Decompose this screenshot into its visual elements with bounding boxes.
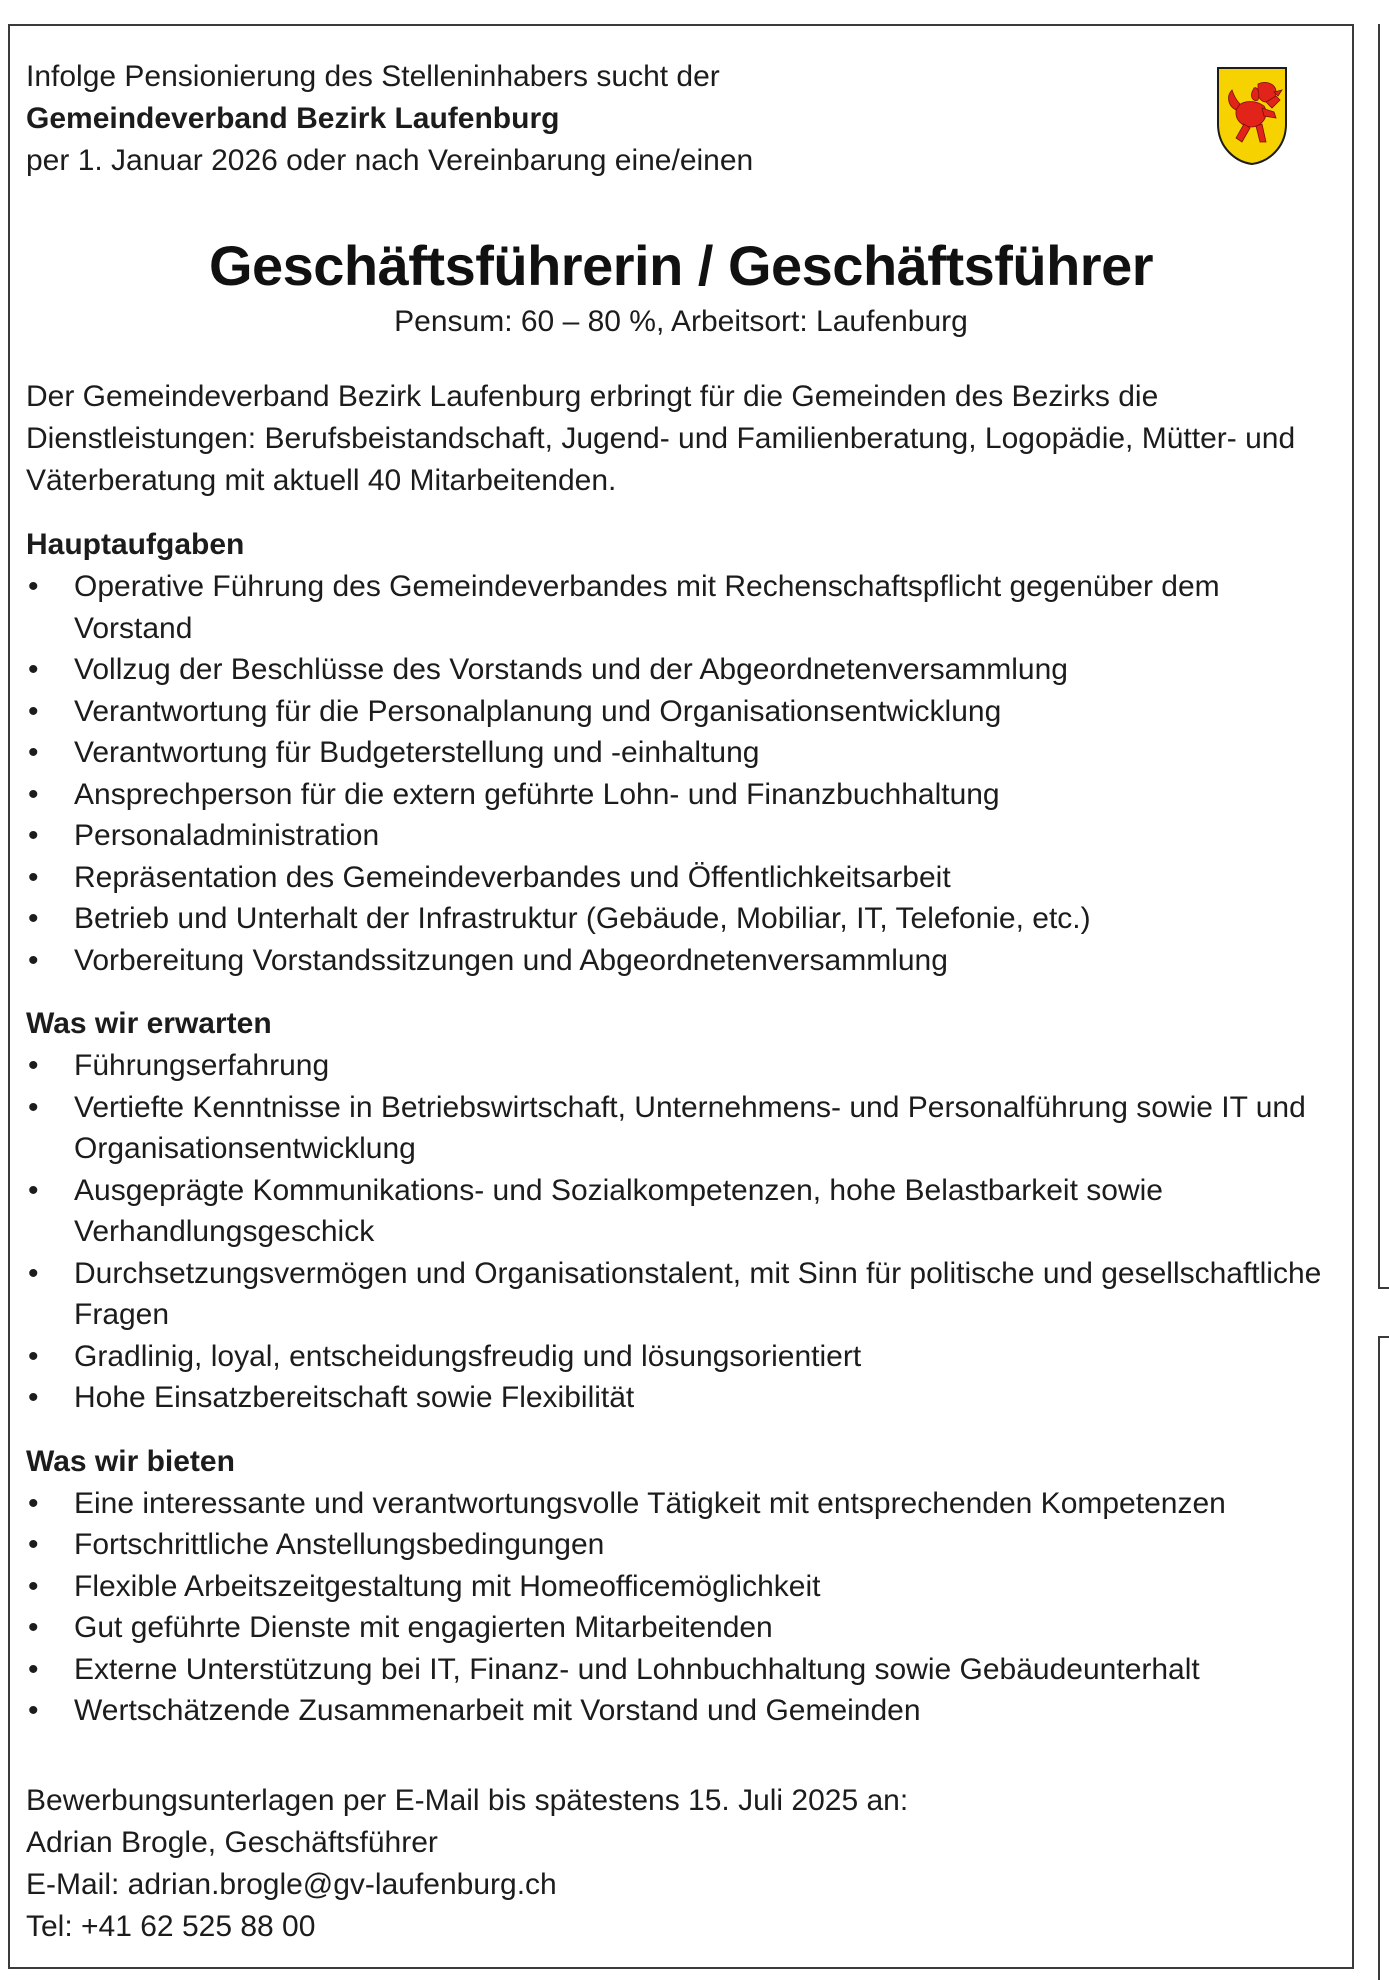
list-item [26, 774, 1336, 816]
bullet-dot: • [28, 1528, 39, 1561]
list-item-text: Ansprechperson für die extern geführte Lohn- und Finanzbuchhaltung [74, 777, 1000, 811]
list-item-text: Vertiefte Kenntnisse in Betriebswirtschaft, Unternehmens- und Personalführung sowie IT und Organisationsentwicklung [74, 1090, 1306, 1165]
adjacent-ad-edge-bottom [1378, 1336, 1389, 1980]
bullet-dot: • [28, 1173, 39, 1207]
list-item-text: Eine interessante und verantwortungsvolle Tätigkeit mit entsprechenden Kompetenzen [74, 1486, 1226, 1520]
list-item [26, 691, 1336, 733]
bullet-dot: • [28, 1090, 39, 1124]
contact-person: Adrian Brogle, Geschäftsführer [26, 1825, 438, 1859]
bullet-dot: • [28, 1256, 39, 1290]
list-item-text: Führungserfahrung [74, 1049, 330, 1082]
bullet-list [26, 1045, 1336, 1419]
list-item-text: Durchsetzungsvermögen und Organisationstalent, mit Sinn für politische und gesellschaftliche Fragen [74, 1256, 1322, 1331]
list-item-text: Externe Unterstützung bei IT, Finanz- und Lohnbuchhaltung sowie Gebäudeunterhalt [74, 1652, 1200, 1686]
section-hauptaufgaben [26, 524, 1336, 981]
bullet-dot: • [28, 570, 39, 603]
contact-phone[interactable]: Tel: +41 62 525 88 00 [26, 1909, 316, 1943]
list-item [26, 1336, 1336, 1378]
bullet-dot: • [28, 1049, 39, 1082]
job-meta: Pensum: 60 – 80 %, Arbeitsort: Laufenburg [394, 305, 968, 338]
list-item [26, 1483, 1336, 1525]
list-item [26, 1087, 1336, 1170]
organisation-name: Gemeindeverband Bezirk Laufenburg [26, 102, 560, 135]
list-item-text: Verantwortung für die Personalplanung und Organisationsentwicklung [74, 694, 1002, 728]
contact-email[interactable]: E-Mail: adrian.brogle@gv-laufenburg.ch [26, 1867, 557, 1901]
list-item-text: Operative Führung des Gemeindeverbandes mit Rechenschaftspflicht gegenüber dem Vorstand [74, 570, 1220, 645]
bullet-dot: • [28, 736, 39, 769]
bullet-dot: • [28, 1486, 39, 1520]
application-contact [26, 1780, 1336, 1948]
job-ad [26, 56, 1336, 1948]
bullet-dot: • [28, 860, 39, 894]
list-item [26, 649, 1336, 691]
list-item [26, 732, 1336, 774]
bullet-dot: • [28, 653, 39, 686]
list-item [26, 898, 1336, 940]
list-item-text: Ausgeprägte Kommunikations- und Sozialkompetenzen, hohe Belastbarkeit sowie Verhandlungsgeschick [74, 1173, 1163, 1248]
list-item-text: Fortschrittliche Anstellungsbedingungen [74, 1528, 605, 1561]
list-item-text: Flexible Arbeitszeitgestaltung mit Homeofficemöglichkeit [74, 1569, 821, 1603]
list-item-text: Verantwortung für Budgeterstellung und -einhaltung [74, 736, 760, 769]
bullet-dot: • [28, 1652, 39, 1686]
list-item [26, 1045, 1336, 1087]
bullet-dot: • [28, 819, 39, 852]
list-item-text: Repräsentation des Gemeindeverbandes und Öffentlichkeitsarbeit [74, 860, 951, 894]
list-item-text: Betrieb und Unterhalt der Infrastruktur (Gebäude, Mobiliar, IT, Telefonie, etc.) [74, 902, 1091, 935]
list-item [26, 1690, 1336, 1732]
bullet-dot: • [28, 1381, 39, 1414]
intro-line-1: Infolge Pensionierung des Stelleninhabers sucht der [26, 60, 720, 93]
list-item [26, 857, 1336, 899]
bullet-dot: • [28, 1339, 39, 1373]
list-item-text: Personaladministration [74, 819, 380, 852]
intro-line-3: per 1. Januar 2026 oder nach Vereinbarung eine/einen [26, 144, 754, 177]
bullet-list [26, 1483, 1336, 1732]
bullet-dot: • [28, 694, 39, 728]
list-item [26, 1607, 1336, 1649]
list-item [26, 1253, 1336, 1336]
list-item [26, 1566, 1336, 1608]
list-item-text: Hohe Einsatzbereitschaft sowie Flexibilität [74, 1381, 635, 1414]
list-item-text: Wertschätzende Zusammenarbeit mit Vorstand und Gemeinden [74, 1694, 921, 1727]
list-item-text: Vollzug der Beschlüsse des Vorstands und der Abgeordnetenversammlung [74, 653, 1068, 686]
bullet-dot: • [28, 1694, 39, 1727]
section-was-wir-erwarten [26, 1003, 1336, 1419]
intro [26, 56, 1336, 182]
list-item-text: Gut geführte Dienste mit engagierten Mitarbeitenden [74, 1611, 773, 1644]
organisation-description: Der Gemeindeverband Bezirk Laufenburg erbringt für die Gemeinden des Bezirks die Dienstleistungen: Berufsbeistandschaft, Jugend- und Familienberatung, Logopädie, Mütter- und Väterberatung mit aktuell 40 Mitarbeitenden. [26, 380, 1296, 497]
section-heading: Was wir erwarten [26, 1007, 272, 1040]
adjacent-ad-edge-top [1378, 24, 1389, 1289]
section-heading: Hauptaufgaben [26, 528, 245, 561]
job-title: Geschäftsführerin / Geschäftsführer [208, 234, 1154, 297]
list-item [26, 1170, 1336, 1253]
list-item-text: Gradlinig, loyal, entscheidungsfreudig und lösungsorientiert [74, 1339, 862, 1373]
list-item [26, 566, 1336, 649]
list-item [26, 1649, 1336, 1691]
bullet-dot: • [28, 943, 39, 977]
section-heading: Was wir bieten [26, 1444, 235, 1478]
bullet-dot: • [28, 902, 39, 935]
bullet-list [26, 566, 1336, 981]
section-was-wir-bieten [26, 1441, 1336, 1732]
bullet-dot: • [28, 777, 39, 811]
application-deadline: Bewerbungsunterlagen per E-Mail bis spätestens 15. Juli 2025 an: [26, 1783, 909, 1817]
list-item [26, 1524, 1336, 1566]
list-item [26, 1377, 1336, 1419]
list-item-text: Vorbereitung Vorstandssitzungen und Abgeordnetenversammlung [74, 943, 948, 977]
list-item [26, 940, 1336, 982]
list-item [26, 815, 1336, 857]
bullet-dot: • [28, 1569, 39, 1603]
bullet-dot: • [28, 1611, 39, 1644]
